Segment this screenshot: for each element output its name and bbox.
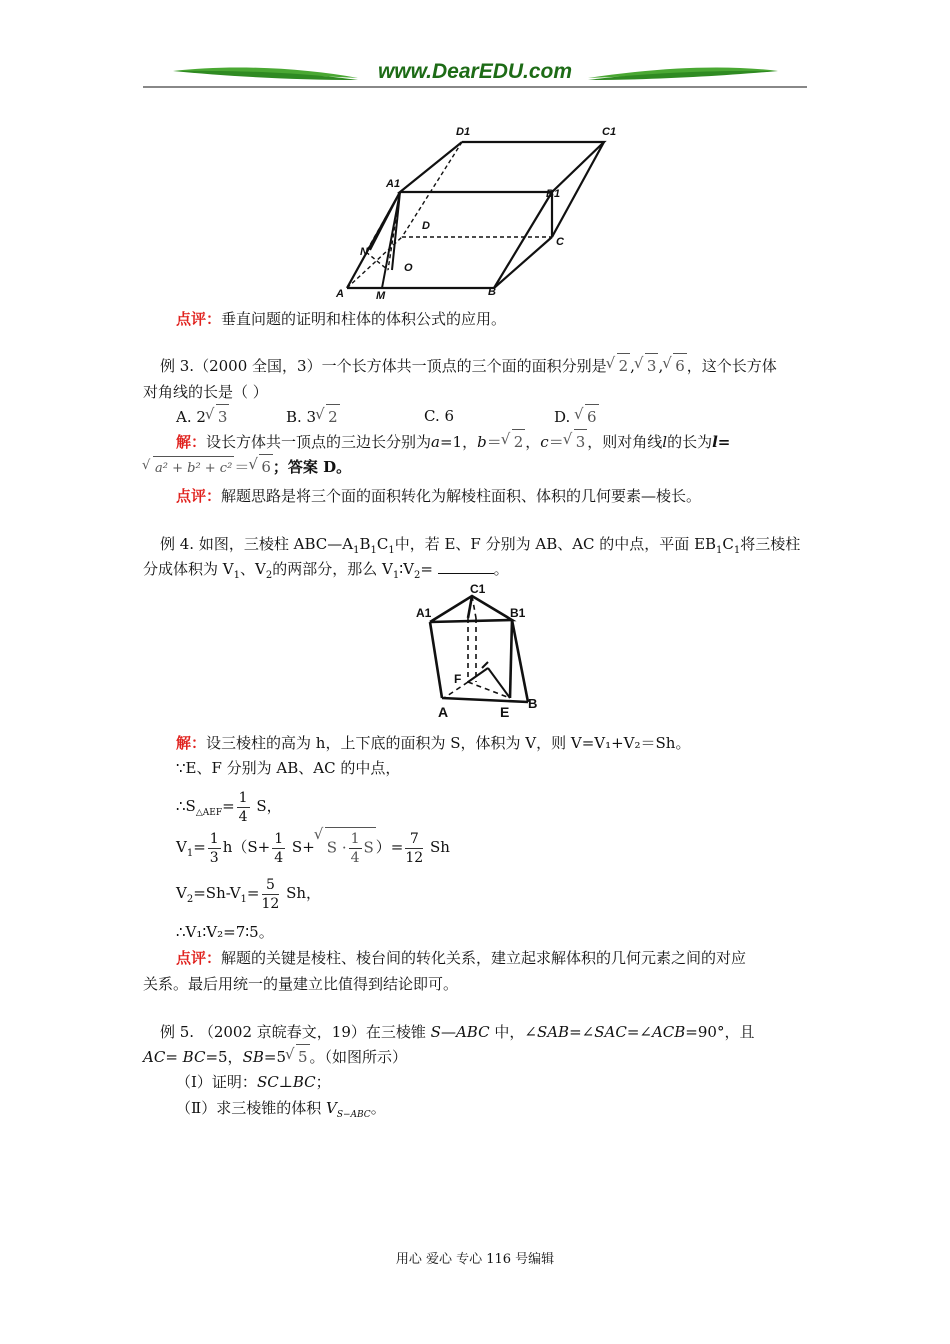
site-logo-text: www.DearEDU.com [377,60,573,83]
sqrt-3: √ 3 [645,353,659,378]
label-b: B [488,286,496,298]
label-c: C [556,236,564,248]
example-4-stem: 例 4. 如图，三棱柱 $ABC—A_1B_1C_1$中，若 E、F 分别为 AB、AC 的中点，平面 $EB_1C_1$将三棱柱 [160,535,801,556]
example-4-solution-2: ∵E、F 分别为 AB、AC 的中点， [176,759,401,777]
example-3-solution: 解：设长方体共一顶点的三边长分别为a=1，b＝√ 2 ，c＝√ 3 ，则对角线l的长为l= [176,429,730,454]
example-3-comment: 点评：解题思路是将三个面的面积转化为解棱柱面积、体积的几何要素—棱长。 [176,487,702,505]
page-footer: 用心 爱心 专心 116 号编辑 [395,1252,555,1267]
label-o: O [404,262,413,274]
sqrt-6: √ 6 [673,353,687,378]
label-d: D [422,220,430,232]
label-a: A [438,704,449,720]
example-5-stem-2: AC= BC=5，SB=5√ 5 。（如图所示） [143,1044,407,1069]
label-c1: C1 [602,126,617,138]
label-a1: A1 [386,178,401,190]
example-3-solution-2: √ a² + b² + c² ＝√ 6 ；答案 D。 [143,454,351,481]
example-4-solution-1: 解：设三棱柱的高为 h，上下底的面积为 S，体积为 V，则 V=V₁+V₂＝Sh。 [176,734,691,752]
example-4-stem-2: 分成体积为 $V_1$、$V_2$的两部分，那么 $V_1∶V_2=$ 。 [143,560,509,581]
option-a: A. 2√ 3 [176,404,229,429]
example-4-solution-5: $V_2=Sh-V_1=$ $\frac{5}{12}$ Sh， [176,876,322,912]
example-5-stem: 例 5. （2002 京皖春文，19）在三棱锥 S—ABC 中，∠SAB=∠SAC=∠ACB=90°，且 [160,1023,755,1041]
label-c1: C1 [470,582,486,596]
example-3-stem: 例 3.（2000 全国，3）一个长方体共一顶点的三个面的面积分别是√ 2 ,√ 3 ,√ 6 ，这个长方体 [160,353,777,378]
parallelepiped-figure [330,120,620,305]
label-b1: B1 [546,188,561,200]
label-b: B [528,696,538,711]
comment-text: 垂直问题的证明和柱体的体积公式的应用。 [221,310,507,328]
sqrt-2: √ 2 [617,353,631,378]
label-a: A [336,288,344,300]
header-banner [143,62,807,90]
example-4-comment-2: 关系。最后用统一的量建立比值得到结论即可。 [143,975,459,993]
comment-1 [176,307,506,331]
option-c: C. 6 [424,407,455,425]
answer-blank [438,559,494,574]
label-m: M [376,290,386,302]
stem-text: ，这个长方体 [686,357,777,375]
label-a1: A1 [416,606,432,620]
label-n: N [360,246,368,258]
triangular-prism-figure [412,582,552,722]
label-d1: D1 [456,126,471,138]
example-5-question-1: （Ⅰ）证明：SC⊥BC； [176,1073,331,1091]
example-4-comment: 点评：解题的关键是棱柱、棱台间的转化关系，建立起求解体积的几何元素之间的对应 [176,949,747,967]
example-4-solution-6: ∴V₁∶V₂=7∶5。 [176,923,274,941]
option-d: D. √ 6 [554,404,599,429]
comment-tag: 点评： [176,310,222,328]
label-f: F [454,672,462,686]
example-5-question-2: （Ⅱ）求三棱锥的体积 $V_{S-ABC}$。 [176,1099,386,1120]
label-b1: B1 [510,606,526,620]
stem-text: 例 3.（2000 全国，3）一个长方体共一顶点的三个面的面积分别是 [160,357,607,375]
example-4-solution-4: $V_1=$ $\frac{1}{3}$ h（S+ $\frac{1}{4}$ S+√ S · $\frac{1}{4}$ S ）= $\frac{7}{12}$ Sh [176,826,450,868]
label-e: E [500,704,510,720]
option-b: B. 3√ 2 [286,404,340,429]
example-3-stem-2: 对角线的长是（ ） [143,383,268,401]
example-4-solution-3: $\therefore S_{\triangle AEF}=$ $\frac{1}{4}$ S， [176,789,282,825]
